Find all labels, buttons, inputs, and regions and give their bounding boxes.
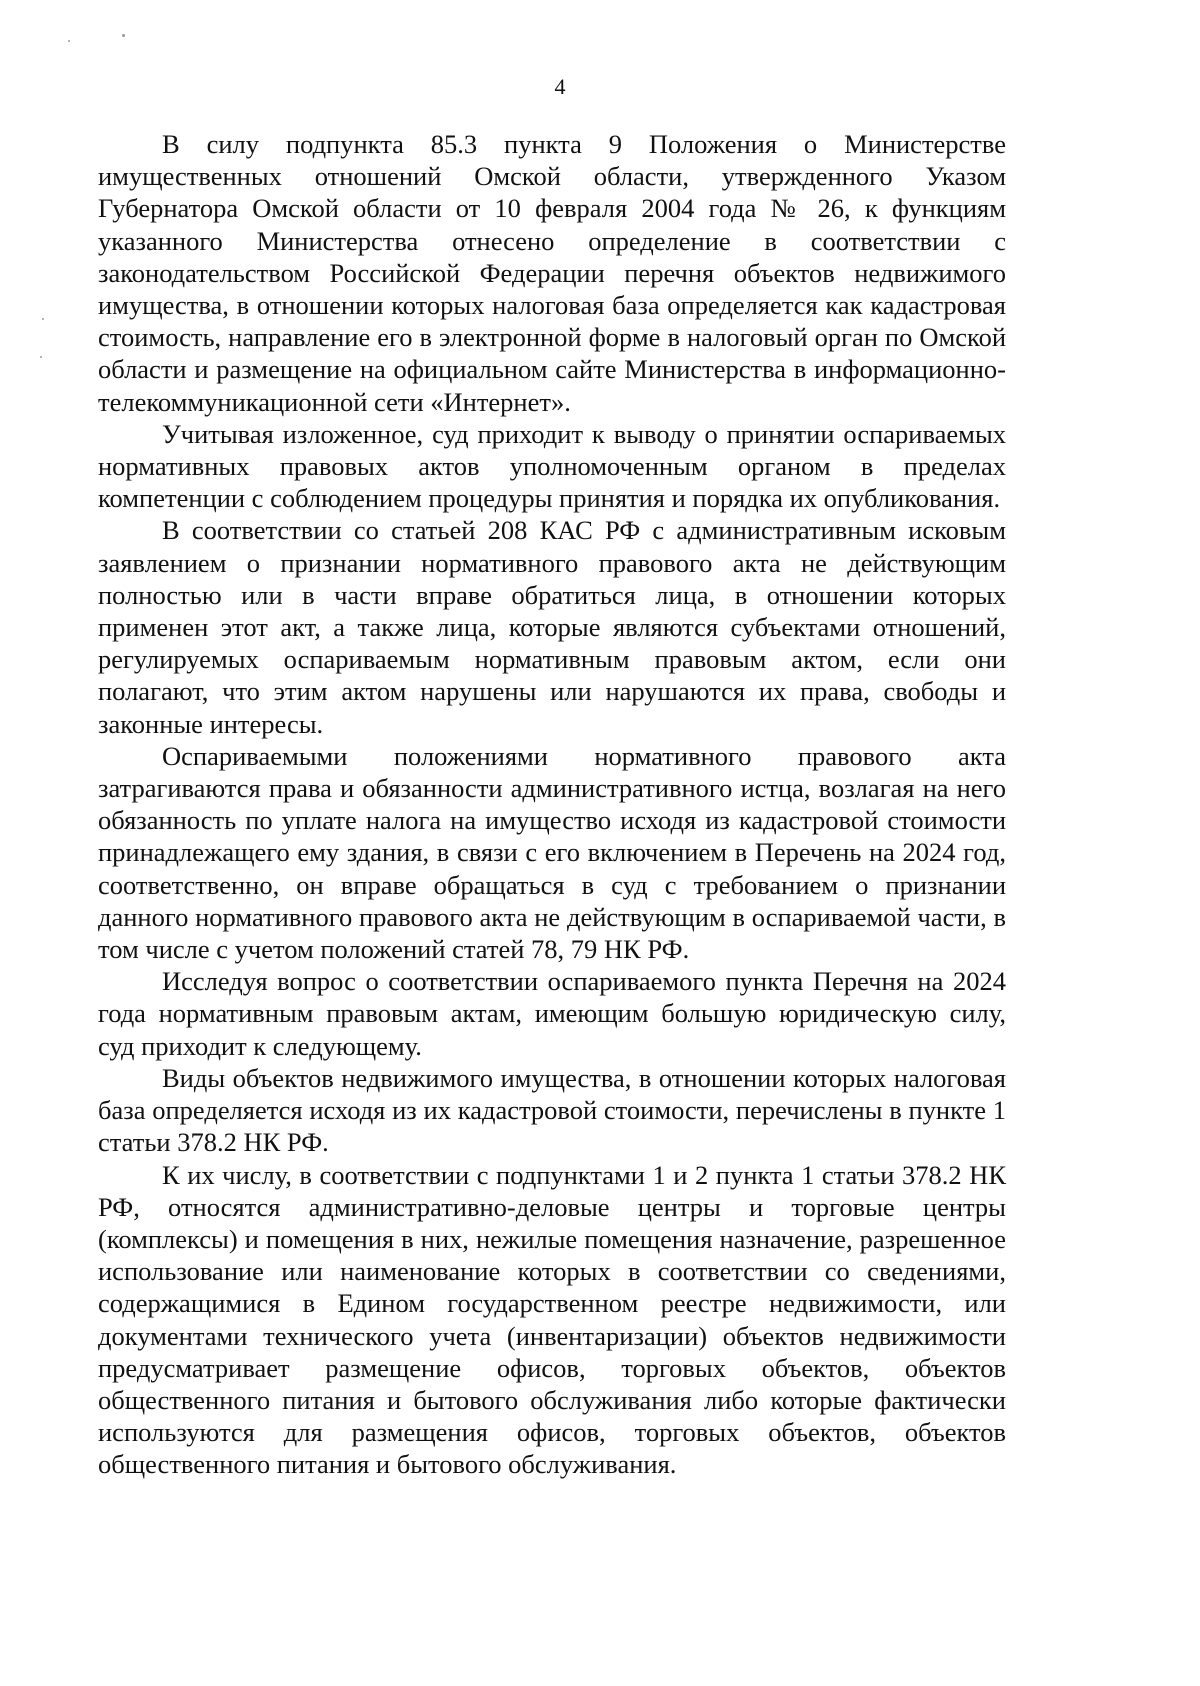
scan-speck <box>122 34 125 37</box>
paragraph: Учитывая изложенное, суд приходит к выводу о принятии оспариваемых нормативных правовых актов уполномоченным органом в пределах компетенции с соблюдением процедуры принятия и порядка их опубликования. <box>98 418 1006 514</box>
paragraph: В соответствии со статьей 208 КАС РФ с административным исковым заявлением о признании нормативного правового акта не действующим полностью или в части вправе обратиться лица, в отношении которых применен этот акт, а также лица, которые являются субъектами отношений, регулируемых оспариваемым нормативным правовым актом, если они полагают, что этим актом нарушены или нарушаются их права, свободы и законные интересы. <box>98 515 1006 739</box>
scan-speck <box>42 318 44 320</box>
page-number: 4 <box>554 74 566 99</box>
paragraph: Виды объектов недвижимого имущества, в отношении которых налоговая база определяется исходя из их кадастровой стоимости, перечислены в пункте 1 статьи 378.2 НК РФ. <box>98 1062 1006 1158</box>
scan-speck <box>40 356 42 358</box>
document-body <box>98 128 1006 1481</box>
paragraph: К их числу, в соответствии с подпунктами 1 и 2 пункта 1 статьи 378.2 НК РФ, относятся административно-деловые центры и торговые центры (комплексы) и помещения в них, нежилые помещения назначение, разрешенное использование или наименование которых в соответствии со сведениями, содержащимися в Едином государственном реестре недвижимости, или документами технического учета (инвентаризации) объектов недвижимости предусматривает размещение офисов, торговых объектов, объектов общественного питания и бытового обслуживания либо которые фактически используются для размещения офисов, торговых объектов, объектов общественного питания и бытового обслуживания. <box>98 1159 1006 1480</box>
paragraph: Оспариваемыми положениями нормативного правового акта затрагиваются права и обязанности административного истца, возлагая на него обязанность по уплате налога на имущество исходя из кадастровой стоимости принадлежащего ему здания, в связи с его включением в Перечень на 2024 год, соответственно, он вправе обращаться в суд с требованием о признании данного нормативного правового акта не действующим в оспариваемой части, в том числе с учетом положений статей 78, 79 НК РФ. <box>98 740 1006 965</box>
paragraph: В силу подпункта 85.3 пункта 9 Положения о Министерстве имущественных отношений Омской области, утвержденного Указом Губернатора Омской области от 10 февраля 2004 года № 26, к функциям указанного Министерства отнесено определение в соответствии с законодательством Российской Федерации перечня объектов недвижимого имущества, в отношении которых налоговая база определяется как кадастровая стоимость, направление его в электронной форме в налоговый орган по Омской области и размещение на официальном сайте Министерства в информационно-телекоммуникационной сети «Интернет». <box>98 129 1006 417</box>
scan-speck <box>68 40 70 42</box>
paragraph: Исследуя вопрос о соответствии оспариваемого пункта Перечня на 2024 года нормативным правовым актам, имеющим большую юридическую силу, суд приходит к следующему. <box>98 966 1006 1061</box>
